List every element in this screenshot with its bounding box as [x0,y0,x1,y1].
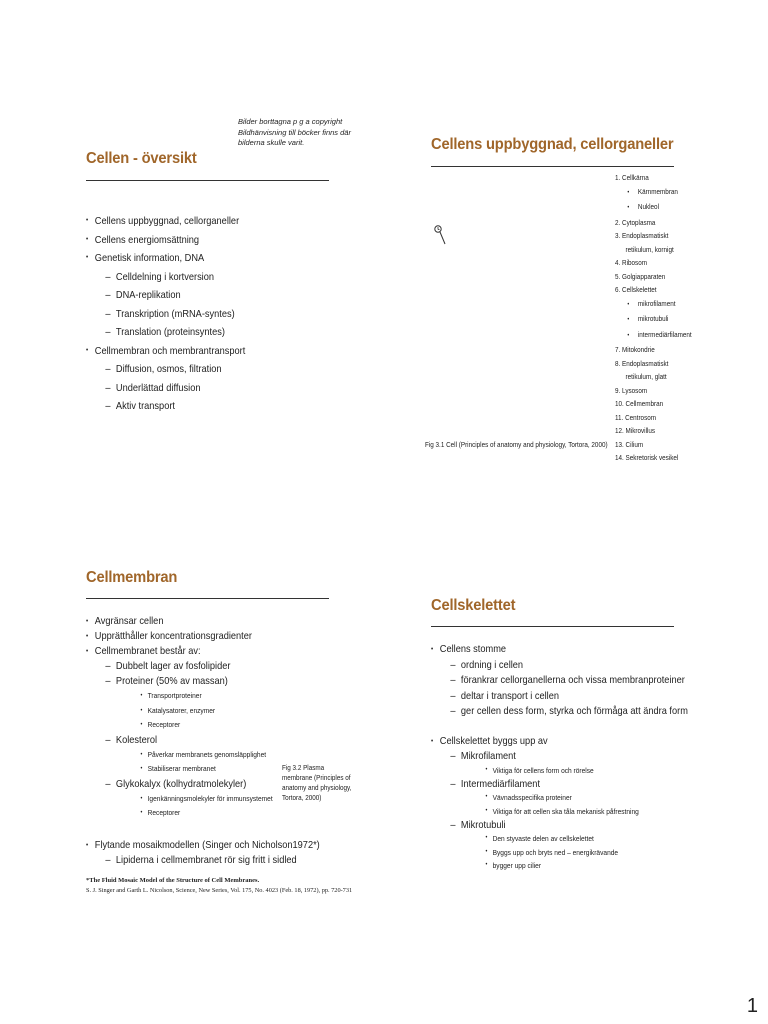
organelle-item: 12. Mikrovillus [615,426,656,435]
bullet-item: – Dubbelt lager av fosfolipider [95,659,273,674]
slide4-title: Cellskelettet [431,597,516,614]
bullet-item: • Cellens uppbyggnad, cellorganeller [86,212,245,231]
copyright-note: Bilder borttagna p g a copyright Bildhänvisning till böcker finns där bilderna skulle varit. [238,117,351,147]
organelle-item: • intermediärfilament [615,328,692,344]
bullet-item: • Igenkänningsmolekyler för immunsystemet [116,792,273,807]
organelle-item: 5. Golgiapparaten [615,271,666,281]
slide2-title-rule [431,166,674,167]
bullet-item: • Avgränsar cellen [86,614,273,629]
bullet-item: • Cellmembranet består av: – Dubbelt lager av fosfolipider – Proteiner (50% av massan) • Transportproteiner • Katalysatorer, enzymer • Receptorer – Kolesterol • Påverkar membranets genomsläpplighet • Stabiliserar membranet – Glykokalyx (kolhydratmolekyler) • Igenkänningsmolekyler för immunsystemet • Receptorer [86,644,273,821]
bullet-item: – förankrar cellorganellerna och vissa membranproteiner [440,673,688,689]
bullet-item: • Cellmembran och membrantransport – Diffusion, osmos, filtration – Underlättad diffusion – Aktiv transport [86,342,245,416]
organelle-item: 7. Mitokondrie [615,345,655,354]
bullet-item: – Transkription (mRNA-syntes) [95,305,245,324]
bullet-item: • Viktiga för cellens form och rörelse [461,764,639,777]
organelle-item: 1. Cellkärna [615,173,649,182]
bullet-item: • Receptorer [116,718,273,733]
organelle-item: 3. Endoplasmatiskt [615,231,669,240]
organelle-item: 11. Centrosom [615,412,657,422]
slide3-title-wrap [86,569,185,587]
bullet-item: • Cellskelettet byggs upp av – Mikrofilament • Viktiga för cellens form och rörelse – Intermediärfilament • Vävnadsspecifika proteiner • Viktiga för att cellen ska tåla mekanisk påfrestning – Mikrotubuli • Den styvaste delen av cellskelettet • Byggs upp och bryts ned – energikrävande • bygger upp cilier [431,734,639,872]
image-placeholder-icon [433,223,449,249]
bullet-item: – deltar i transport i cellen [440,689,688,705]
bullet-item: • Flytande mosaikmodellen (Singer och Nicholson1972*) – Lipiderna i cellmembranet rör sig fritt i sidled [86,838,320,868]
slide3-title: Cellmembran [86,569,178,586]
slide1-title-rule [86,180,329,181]
slide4-list-2 [431,734,639,872]
slide3-list-2 [86,838,320,868]
bullet-item: • Cellens stomme – ordning i cellen – förankrar cellorganellerna och vissa membranproteiner – deltar i transport i cellen – ger cellen dess form, styrka och förmåga att ändra form [431,642,688,720]
bullet-item: – ger cellen dess form, styrka och förmåga att ändra form [440,704,688,720]
bullet-item: • Viktiga för att cellen ska tåla mekanisk påfrestning [461,805,639,818]
bullet-item: – Lipiderna i cellmembranet rör sig fritt i sidled [95,853,320,868]
organelle-item: 9. Lysosom [615,385,648,395]
bullet-item: • Byggs upp och bryts ned – energikrävande [461,846,639,859]
reference-citation: S. J. Singer and Garth L. Nicolson, Science, New Series, Vol. 175, No. 4023 (Feb. 18, 1972), pp. 720-731 [86,887,353,894]
page-number: 1 [746,995,758,1017]
organelle-item: 14. Sekretorisk vesikel [615,453,679,462]
slide1-list [86,212,245,416]
organelle-item: • Nukleol [615,200,692,216]
bullet-item: – DNA-replikation [95,286,245,305]
slide3-list [86,614,273,821]
organelle-item: retikulum, kornigt [625,244,674,254]
bullet-item: – Diffusion, osmos, filtration [95,360,245,379]
slide1-title: Cellen - översikt [86,150,197,167]
slide4-title-wrap [431,597,523,615]
slide2-title-wrap [431,136,694,154]
bullet-item: • Cellens energiomsättning [86,231,245,250]
bullet-item: • Stabiliserar membranet [116,762,273,777]
slide2-figure-caption: Fig 3.1 Cell (Principles of anatomy and physiology, Tortora, 2000) [425,440,608,449]
bullet-item: – Underlättad diffusion [95,379,245,398]
bullet-item: – Kolesterol • Påverkar membranets genomsläpplighet • Stabiliserar membranet [95,733,273,777]
bullet-item: – Proteiner (50% av massan) • Transportproteiner • Katalysatorer, enzymer • Receptorer [95,674,273,733]
organelle-list [615,171,692,465]
slide3-figure-caption: Fig 3.2 Plasma membrane (Principles of anatomy and physiology, Tortora, 2000) [282,763,352,802]
organelle-item: 10. Cellmembran [615,399,664,408]
bullet-item: • Påverkar membranets genomsläpplighet [116,748,273,763]
bullet-item: • bygger upp cilier [461,859,639,872]
bullet-item: • Genetisk information, DNA – Celldelning i kortversion – DNA-replikation – Transkription (mRNA-syntes) – Translation (proteinsyntes) [86,249,245,342]
bullet-item: – Intermediärfilament • Vävnadsspecifika proteiner • Viktiga för att cellen ska tåla mekanisk påfrestning [440,777,639,818]
reference-title: *The Fluid Mosaic Model of the Structure of Cell Membranes. [86,877,260,884]
bullet-item: – Glykokalyx (kolhydratmolekyler) • Igenkänningsmolekyler för immunsystemet • Receptorer [95,777,273,821]
bullet-item: – ordning i cellen [440,658,688,674]
organelle-item: • mikrofilament [615,297,692,313]
bullet-item: • Receptorer [116,806,273,821]
bullet-item: – Aktiv transport [95,397,245,416]
slide1-title-wrap [86,150,206,168]
organelle-item: retikulum, glatt [625,372,667,381]
organelle-item: • mikrotubuli [615,312,692,328]
bullet-item: • Den styvaste delen av cellskelettet [461,832,639,845]
bullet-item: • Vävnadsspecifika proteiner [461,791,639,804]
bullet-item: – Celldelning i kortversion [95,268,245,287]
slide2-title: Cellens uppbyggnad, cellorganeller [431,136,674,153]
slide3-title-rule [86,598,329,599]
bullet-item: • Katalysatorer, enzymer [116,704,273,719]
organelle-item: 2. Cytoplasma [615,217,656,227]
bullet-item: • Transportproteiner [116,689,273,704]
organelle-item: 6. Cellskelettet [615,285,657,294]
bullet-item: – Mikrotubuli • Den styvaste delen av cellskelettet • Byggs upp och bryts ned – energikrävande • bygger upp cilier [440,818,639,872]
organelle-item: 4. Ribosom [615,258,647,267]
bullet-item: • Upprätthåller koncentrationsgradienter [86,629,273,644]
slide4-list [431,642,688,720]
organelle-item: • Kärnmembran [615,185,692,201]
organelle-item: 13. Cilium [615,439,644,449]
bullet-item: – Translation (proteinsyntes) [95,323,245,342]
bullet-item: – Mikrofilament • Viktiga för cellens form och rörelse [440,749,639,777]
slide4-title-rule [431,626,674,627]
organelle-item: 8. Endoplasmatiskt [615,358,669,368]
